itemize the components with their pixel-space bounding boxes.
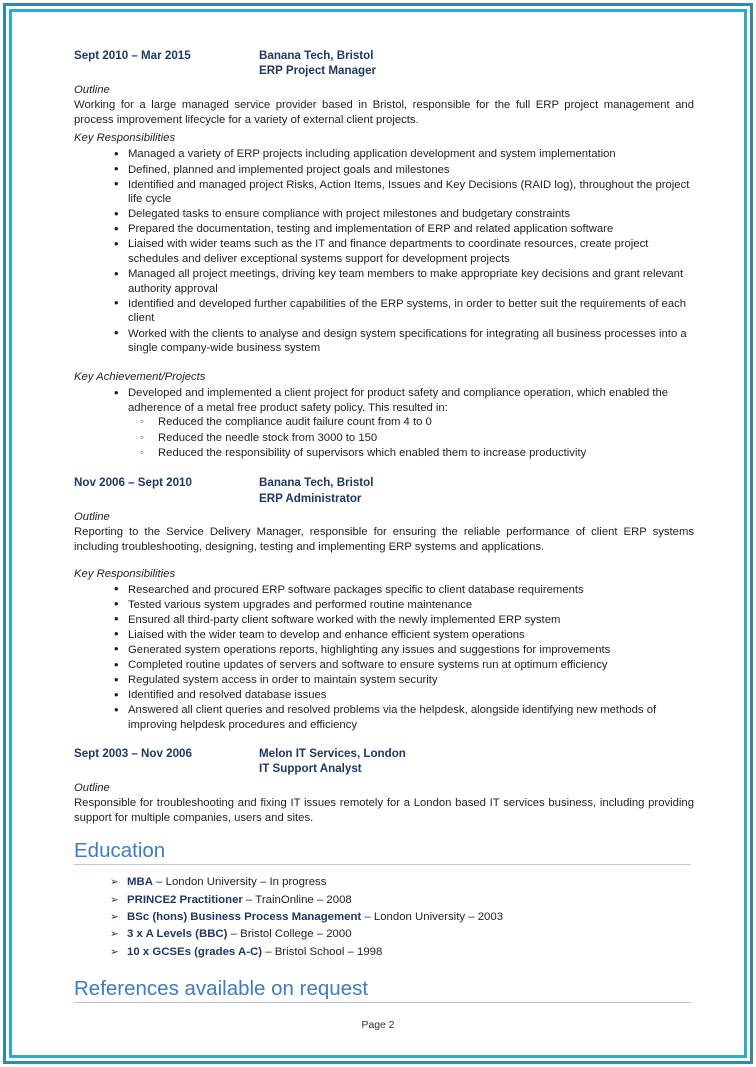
- job-employer-block: [259, 48, 694, 79]
- achievements-list: [74, 386, 694, 461]
- outline-text: Responsible for troubleshooting and fixing IT issues remotely for a London based IT services business, including providing support for multiple companies, users and sites.: [74, 796, 694, 824]
- education-detail: – TrainOnline – 2008: [242, 893, 352, 906]
- list-item: • Liaised with wider teams such as the IT and finance departments to coordinate resources, create project schedules and deliver exceptional systems support for development projects: [74, 237, 694, 266]
- job-employer-block: [259, 746, 694, 777]
- job-header: [74, 475, 694, 506]
- job-company: Banana Tech, Bristol: [259, 476, 374, 490]
- responsibilities-label: Key Responsibilities: [74, 567, 176, 580]
- list-item: • Answered all client queries and resolved problems via the helpdesk, alongside identifying new methods of improving helpdesk procedures and efficiency: [74, 703, 694, 732]
- achievement-intro: Developed and implemented a client project for product safety and compliance operation, which enabled the adherence of a metal free product safety policy. This resulted in:: [128, 387, 669, 414]
- page-border-outer: [3, 3, 753, 1064]
- outline-label: Outline: [74, 510, 110, 523]
- outline-text: Reporting to the Service Delivery Manager, responsible for ensuring the reliable performance of client ERP systems including troubleshooting, designing, testing and implementing ERP systems and applications.: [74, 525, 694, 553]
- list-item: [74, 927, 694, 943]
- list-item: [74, 945, 694, 961]
- experience-entry-1: [74, 48, 694, 462]
- outline-label: Outline: [74, 83, 110, 96]
- references-section: [74, 977, 694, 1003]
- job-title: ERP Administrator: [259, 491, 362, 505]
- list-item: • Completed routine updates of servers and software to ensure systems run at optimum efficiency: [74, 658, 694, 673]
- list-item: [74, 893, 694, 909]
- responsibilities-label: Key Responsibilities: [74, 132, 176, 145]
- education-detail: – London University – 2003: [361, 910, 504, 923]
- list-item: • Managed all project meetings, driving key team members to make appropriate key decisions and grant relevant authority approval: [74, 267, 694, 296]
- achievement-subitems: [128, 415, 694, 461]
- education-qualification: BSc (hons) Business Process Management: [127, 910, 362, 923]
- education-detail: – Bristol School – 1998: [262, 945, 383, 958]
- list-item: • Identified and resolved database issues: [74, 688, 694, 703]
- education-detail: – London University – In progress: [152, 876, 327, 889]
- list-item: • Regulated system access in order to maintain system security: [74, 673, 694, 688]
- list-item: • Prepared the documentation, testing and implementation of ERP and related application software: [74, 222, 694, 237]
- resume-content: [74, 48, 694, 1003]
- list-item: [74, 875, 694, 891]
- responsibilities-list: [74, 583, 694, 733]
- experience-entry-3: [74, 746, 694, 825]
- outline-label: Outline: [74, 781, 110, 794]
- list-item: • Researched and procured ERP software packages specific to client database requirements: [74, 583, 694, 598]
- list-item: • Worked with the clients to analyse and design system specifications for integrating all business processes into a single company-wide business system: [74, 327, 694, 356]
- achievements-label: Key Achievement/Projects: [74, 371, 206, 384]
- page-title: Education: [74, 839, 691, 865]
- education-qualification: 10 x GCSEs (grades A-C): [127, 945, 263, 958]
- job-dates: Sept 2003 – Nov 2006: [74, 746, 192, 760]
- education-qualification: PRINCE2 Practitioner: [127, 893, 243, 906]
- page-footer: Page 2: [361, 1020, 395, 1031]
- list-item: • Delegated tasks to ensure compliance with project milestones and budgetary constraints: [74, 207, 694, 222]
- experience-entry-2: [74, 475, 694, 732]
- list-item: • Ensured all third-party client software worked with the newly implemented ERP system: [74, 613, 694, 628]
- list-item: • Tested various system upgrades and performed routine maintenance: [74, 598, 694, 613]
- job-title: ERP Project Manager: [259, 64, 377, 78]
- education-section: [74, 839, 694, 960]
- list-item: ◦ Reduced the responsibility of supervisors which enabled them to increase productivity: [128, 446, 694, 461]
- list-item: [74, 910, 694, 926]
- outline-text: Working for a large managed service provider based in Bristol, responsible for the full ERP project management and process improvement lifecycle for a variety of external client projects.: [74, 98, 694, 126]
- job-title: IT Support Analyst: [259, 762, 362, 776]
- list-item: • Liaised with the wider team to develop and enhance efficient system operations: [74, 628, 694, 643]
- list-item: [74, 386, 694, 461]
- job-employer-block: [259, 475, 694, 506]
- job-header: [74, 746, 694, 777]
- education-qualification: MBA: [127, 876, 153, 889]
- education-detail: – Bristol College – 2000: [227, 928, 352, 941]
- list-item: • Managed a variety of ERP projects including application development and system implementation: [74, 147, 694, 162]
- resume-page: [16, 16, 740, 1051]
- education-qualification: 3 x A Levels (BBC): [127, 928, 228, 941]
- list-item: • Identified and developed further capabilities of the ERP systems, in order to better suit the requirements of each client: [74, 297, 694, 326]
- references-heading: References available on request: [74, 977, 691, 1003]
- list-item: • Defined, planned and implemented project goals and milestones: [74, 163, 694, 178]
- list-item: ◦ Reduced the needle stock from 3000 to 150: [128, 431, 694, 446]
- job-dates: Sept 2010 – Mar 2015: [74, 49, 191, 62]
- education-list: [74, 875, 694, 960]
- job-dates: Nov 2006 – Sept 2010: [74, 476, 192, 490]
- list-item: ◦ Reduced the compliance audit failure count from 4 to 0: [128, 415, 694, 430]
- responsibilities-list: [74, 147, 694, 355]
- job-header: [74, 48, 694, 79]
- page-border-inner: [9, 9, 747, 1058]
- list-item: • Generated system operations reports, highlighting any issues and suggestions for improvements: [74, 643, 694, 658]
- job-company: Melon IT Services, London: [259, 746, 406, 760]
- list-item: • Identified and managed project Risks, Action Items, Issues and Key Decisions (RAID log), throughout the project life cycle: [74, 178, 694, 207]
- job-company: Banana Tech, Bristol: [259, 49, 374, 62]
